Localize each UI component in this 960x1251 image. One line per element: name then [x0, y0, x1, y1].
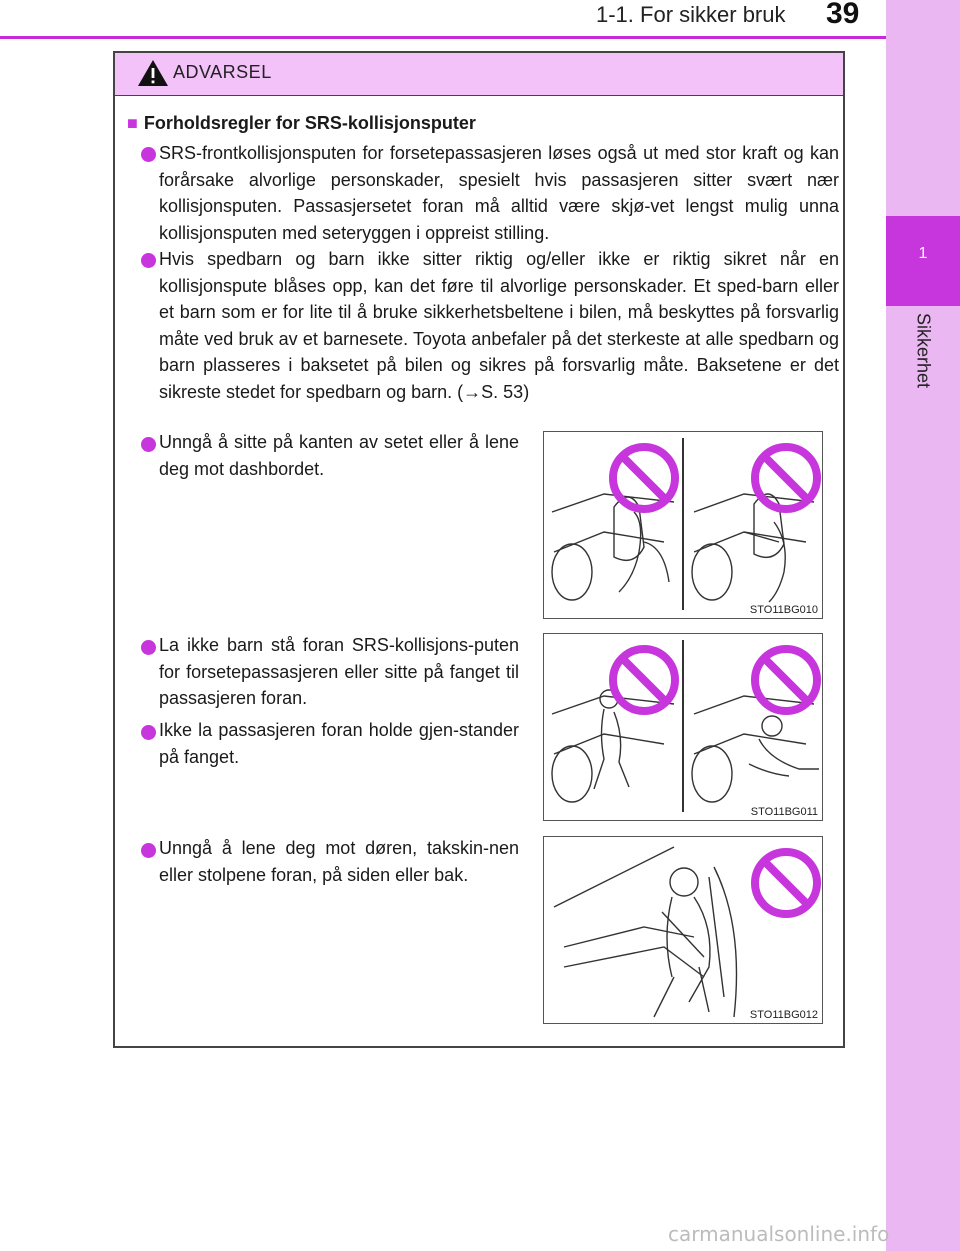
prohibition-icon [750, 847, 822, 919]
chapter-number: 1 [918, 245, 928, 262]
figure-leaning-door [543, 836, 823, 1024]
paragraph-leaning-door: Unngå å lene deg mot døren, takskin-nen eller stolpene foran, på siden eller bak. [159, 838, 519, 885]
page-number: 39 [826, 0, 860, 30]
prohibition-icon [750, 644, 822, 716]
chapter-label: Sikkerhet [913, 312, 934, 389]
figure-code: STO11BG011 [750, 806, 818, 818]
paragraph-child-standing: La ikke barn stå foran SRS-kollisjons-puten for forsetepassasjeren eller sitte på fanget til passasjeren foran. [159, 635, 519, 708]
watermark: carmanualsonline.info [668, 1222, 890, 1246]
chapter-number-block [886, 216, 960, 306]
prohibition-icon [750, 442, 822, 514]
warning-header [115, 53, 843, 96]
paragraph-objects-lap: Ikke la passasjeren foran holde gjen-stander på fanget. [159, 720, 519, 767]
figure-seat-edge [543, 431, 823, 619]
paragraph-airbag-force: SRS-frontkollisjonsputen for forsetepassasjeren løses også ut med stor kraft og kan forårsake alvorlige personskader, spesielt hvis passasjeren sitter svært nær kollisjonsputen. Passasjersetet foran må alltid være skjø-vet lengst mulig unna kollisjonsputen med seteryggen i oppreist stilling. [159, 143, 839, 243]
bullet-dot-icon [141, 640, 156, 655]
chapter-side-tab [886, 0, 960, 1251]
prohibition-icon [608, 442, 680, 514]
square-bullet-icon: ■ [127, 113, 138, 133]
figure-divider [682, 438, 684, 610]
prohibition-icon [608, 644, 680, 716]
warning-box [113, 51, 845, 1048]
header-rule [0, 36, 886, 39]
section-title: 1-1. For sikker bruk [596, 2, 786, 27]
bullet-dot-icon [141, 253, 156, 268]
section-heading [127, 113, 476, 134]
figure-code: STO11BG012 [749, 1009, 818, 1021]
figure-code: STO11BG010 [749, 604, 818, 616]
warning-title: ADVARSEL [173, 62, 272, 82]
warning-triangle-icon [137, 58, 169, 88]
figure-child-standing [543, 633, 823, 821]
bullet-dot-icon [141, 843, 156, 858]
bullet-dot-icon [141, 725, 156, 740]
bullet-dot-icon [141, 147, 156, 162]
section-heading-text: Forholdsregler for SRS-kollisjonsputer [143, 113, 476, 133]
paragraph-seat-edge: Unngå å sitte på kanten av setet eller å lene deg mot dashbordet. [159, 432, 519, 479]
paragraph-child-safety: Hvis spedbarn og barn ikke sitter riktig og/eller ikke er riktig sikret når en kollisjonspute blåses opp, kan det føre til alvorlige personskader. Et sped-barn eller et barn som er for lite til å bruke sikkerhetsbeltene i bilen, må beskyttes på forsvarlig måte ved bruk av et barnesete. Toyota anbefaler på det sterkeste at alle spedbarn og barn plasseres i baksetet på bilen og sikres på forsvarlig måte. Baksetene er det sikreste stedet for spedbarn og barn. (→S. 53) [159, 249, 839, 402]
figure-divider [682, 640, 684, 812]
bullet-dot-icon [141, 437, 156, 452]
